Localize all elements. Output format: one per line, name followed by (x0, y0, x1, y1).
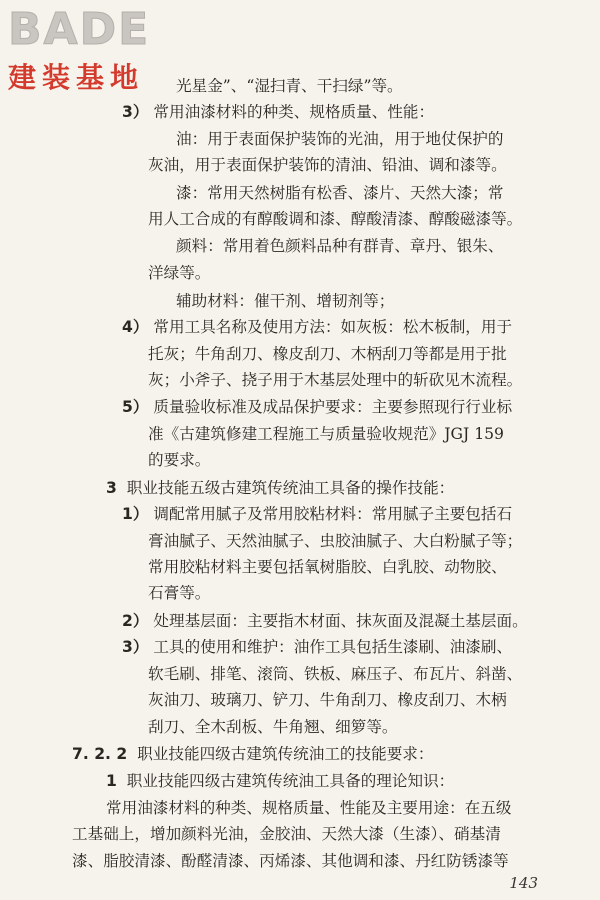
text-line: 灰油，用于表面保护装饰的清油、铅油、调和漆等。 (148, 156, 507, 174)
text-line: 刮刀、全木刮板、牛角翘、细箩等。 (148, 718, 398, 736)
text-line: 软毛刷、排笔、滚筒、铁板、麻压子、布瓦片、斜凿、 (148, 665, 523, 683)
text-line: 油：用于表面保护装饰的光油，用于地仗保护的 (176, 130, 504, 148)
text-line: 颜料：常用着色颜料品种有群青、章丹、银朱、 (176, 237, 504, 255)
list-item: 4） 常用工具名称及使用方法：如灰板：松木板制，用于 (122, 318, 513, 336)
text-line: 用人工合成的有醇酸调和漆、醇酸清漆、醇酸磁漆等。 (148, 210, 523, 228)
text-line: 常用胶粘材料主要包括氧树脂胶、白乳胶、动物胶、 (148, 558, 507, 576)
section-heading: 1 职业技能四级古建筑传统油工具备的理论知识： (106, 772, 455, 790)
text-line: 漆：常用天然树脂有松香、漆片、天然大漆；常 (176, 184, 504, 202)
text-line: 准《古建筑修建工程施工与质量验收规范》JGJ 159 (148, 425, 504, 443)
text-line: 托灰；牛角刮刀、橡皮刮刀、木柄刮刀等都是用于批 (148, 345, 507, 363)
text-line: 膏油腻子、天然油腻子、虫胶油腻子、大白粉腻子等； (148, 532, 523, 550)
text-line: 工基础上，增加颜料光油，金胶油、天然大漆（生漆）、硝基清 (72, 825, 501, 843)
list-item: 5） 质量验收标准及成品保护要求：主要参照现行行业标 (122, 398, 513, 416)
list-item: 3） 工具的使用和维护：油作工具包括生漆刷、油漆刷、 (122, 638, 513, 656)
text-line: 的要求。 (148, 451, 211, 469)
text-line: 漆、脂胶清漆、酚醛清漆、丙烯漆、其他调和漆、丹红防锈漆等 (72, 852, 509, 870)
text-line: 灰；小斧子、挠子用于木基层处理中的斩砍见木流程。 (148, 371, 523, 389)
list-item: 1） 调配常用腻子及常用胶粘材料：常用腻子主要包括石 (122, 505, 513, 523)
page-number: 143 (509, 874, 538, 892)
text-line: 光星金”、“湿扫青、干扫绿”等。 (176, 77, 403, 95)
text-line: 洋绿等。 (148, 264, 211, 282)
list-item: 2） 处理基层面：主要指木材面、抹灰面及混凝土基层面。 (122, 612, 528, 630)
text-line: 常用油漆材料的种类、规格质量、性能及主要用途：在五级 (106, 799, 512, 817)
text-line: 灰油刀、玻璃刀、铲刀、牛角刮刀、橡皮刮刀、木柄 (148, 691, 507, 709)
text-line: 石膏等。 (148, 584, 211, 602)
logo-subtitle: 建装基地 (8, 61, 145, 94)
bade-logo (8, 4, 178, 92)
list-item: 3） 常用油漆材料的种类、规格质量、性能： (122, 103, 435, 121)
subsection-heading: 7. 2. 2 职业技能四级古建筑传统油工的技能要求： (72, 745, 434, 763)
text-line: 辅助材料：催干剂、增韧剂等； (176, 292, 395, 310)
section-heading: 3 职业技能五级古建筑传统油工具备的操作技能： (106, 479, 455, 497)
logo-wordmark: BADE (8, 4, 151, 55)
